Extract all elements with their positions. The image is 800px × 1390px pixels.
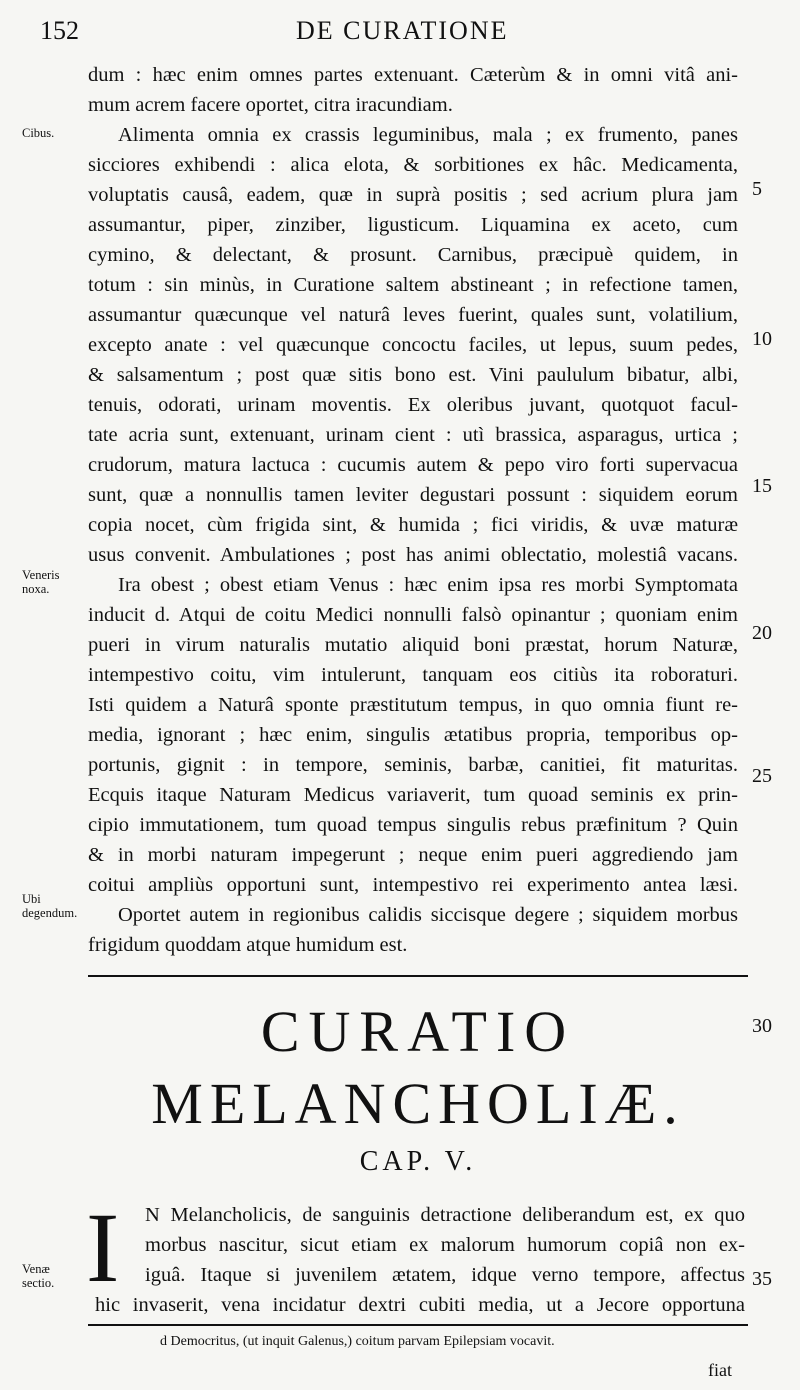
margin-note-veneris: Veneris noxa. xyxy=(22,568,60,596)
margin-note-cibus: Cibus. xyxy=(22,126,55,140)
text-line: Ecquis itaque Naturam Medicus variaverit, tum quoad seminis ex prin- xyxy=(88,784,738,806)
line-number: 25 xyxy=(752,765,772,787)
line-number: 30 xyxy=(752,1015,772,1037)
chapter-title-line1: CURATIO xyxy=(260,999,576,1064)
chapter-subtitle: CAP. V. xyxy=(359,1146,477,1177)
text-line: & salsamentum ; post quæ sitis bono est. Vini paululum bibatur, albi, xyxy=(88,364,738,386)
text-line: portunis, gignit : in tempore, seminis, barbæ, canitiei, fit maturitas. xyxy=(88,754,738,776)
text-line: N Melancholicis, de sanguinis detractione deliberandum est, ex quo xyxy=(145,1204,745,1226)
margin-note-venae: Venæ sectio. xyxy=(22,1262,55,1290)
text-line: morbus nascitur, sicut etiam ex malorum humorum copiâ non ex- xyxy=(145,1234,745,1256)
text-line: pueri in virum naturalis mutatio aliquid boni præstat, horum Naturæ, xyxy=(88,634,738,656)
text-line: cipio immutationem, tum quoad tempus singulis rebus præfinitum ? Quin xyxy=(88,814,738,836)
section-rule xyxy=(88,975,748,977)
line-number: 15 xyxy=(752,475,772,497)
text-line: copia nocet, cùm frigida sint, & humida ; fici viridis, & uvæ maturæ xyxy=(88,514,738,536)
text-line: dum : hæc enim omnes partes extenuant. Cæterùm & in omni vitâ ani- xyxy=(88,64,738,86)
footnote: d Democritus, (ut inquit Galenus,) coitum parvam Epilepsiam vocavit. xyxy=(160,1334,555,1349)
page-header xyxy=(0,16,800,52)
drop-cap: I xyxy=(86,1192,120,1303)
line-number: 5 xyxy=(752,178,762,200)
text-line: coitui ampliùs opportuni sunt, intempestivo rei experimento antea læsi. xyxy=(88,874,738,896)
text-line: Alimenta omnia ex crassis leguminibus, mala ; ex frumento, panes xyxy=(118,124,738,146)
catchword: fiat xyxy=(708,1360,732,1380)
text-line: Oportet autem in regionibus calidis siccisque degere ; siquidem morbus xyxy=(118,904,738,926)
line-number: 35 xyxy=(752,1268,772,1290)
text-line: frigidum quoddam atque humidum est. xyxy=(88,934,408,956)
text-line: & in morbi naturam impegerunt ; neque enim pueri aggrediendo jam xyxy=(88,844,738,866)
text-line: inducit d. Atqui de coitu Medici nonnulli falsò opinantur ; quoniam enim xyxy=(88,604,738,626)
text-line: tenuis, odorati, urinam moventis. Ex oleribus juvant, quotquot facul- xyxy=(88,394,738,416)
text-line: sicciores exhibendi : alica elota, & sorbitiones ex hâc. Medicamenta, xyxy=(88,154,738,176)
text-line: iguâ. Itaque si juvenilem ætatem, idque verno tempore, affectus xyxy=(145,1264,745,1286)
text-line: media, ignorant ; hæc enim, singulis ætatibus propria, temporibus op- xyxy=(88,724,738,746)
text-line: Ira obest ; obest etiam Venus : hæc enim ipsa res morbi Symptomata xyxy=(118,574,738,596)
footnote-rule xyxy=(88,1324,748,1326)
text-line: totum : sin minùs, in Curatione saltem abstineant ; in refectione tamen, xyxy=(88,274,738,296)
text-line: sunt, quæ a nonnullis tamen leviter degustari possunt : siquidem eorum xyxy=(88,484,738,506)
text-line: assumantur quæcunque vel naturâ leves fuerint, quales sunt, volatilium, xyxy=(88,304,738,326)
text-line: hic invaserit, vena incidatur dextri cubiti media, ut a Jecore opportuna xyxy=(95,1294,745,1316)
text-line: tate acria sunt, extenuant, urinam cient : utì brassica, asparagus, urtica ; xyxy=(88,424,738,446)
text-line: voluptatis causâ, eadem, quæ in suprà positis ; sed acrium plura jam xyxy=(88,184,738,206)
line-number: 20 xyxy=(752,622,772,644)
text-line: excepto anate : vel quæcunque concoctu faciles, ut lepus, suum pedes, xyxy=(88,334,738,356)
running-title: DE CURATIONE xyxy=(296,16,509,45)
margin-note-ubi: Ubi degendum. xyxy=(22,892,78,920)
text-line: usus convenit. Ambulationes ; post has animi oblectatio, molestiâ vacans. xyxy=(88,544,738,566)
text-line: cymino, & delectant, & prosunt. Carnibus, præcipuè quidem, in xyxy=(88,244,738,266)
text-line: intempestivo coitu, vim intulerunt, tanquam eos citiùs ita roboraturi. xyxy=(88,664,738,686)
text-line: assumantur, piper, zinziber, ligusticum. Liquamina ex aceto, cum xyxy=(88,214,738,236)
text-line: mum acrem facere oportet, citra iracundiam. xyxy=(88,94,453,116)
page-number: 152 xyxy=(40,16,79,45)
line-number: 10 xyxy=(752,328,772,350)
chapter-title-line2: MELANCHOLIÆ. xyxy=(151,1071,685,1136)
text-line: Isti quidem a Naturâ sponte præstitutum tempus, in quo omnia fiunt re- xyxy=(88,694,738,716)
text-line: crudorum, matura lactuca : cucumis autem & pepo viro forti supervacua xyxy=(88,454,738,476)
